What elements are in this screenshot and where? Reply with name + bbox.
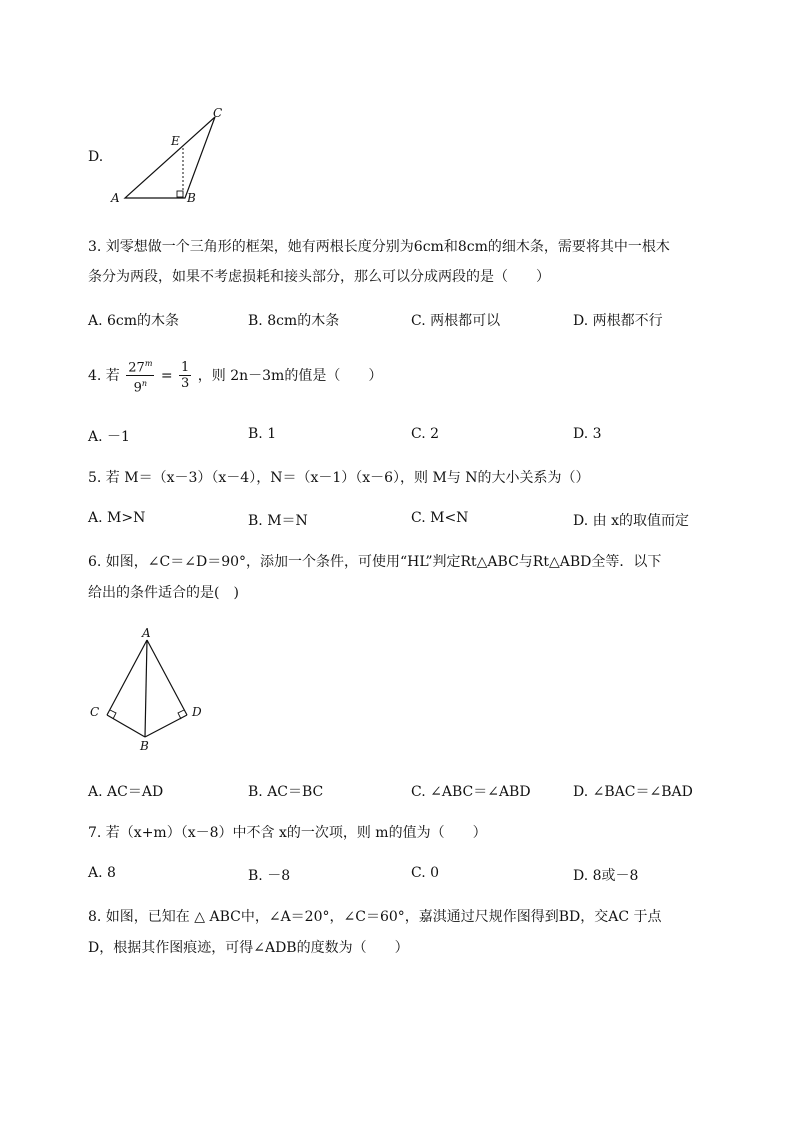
q8-text-line2: D，根据其作图痕迹，可得∠ADB的度数为（ ） — [88, 940, 409, 956]
q3-option-c: C. 两根都可以 — [411, 313, 501, 329]
q6-option-a: A. AC＝AD — [88, 784, 164, 800]
q3-text-line2: 条分为两段，如果不考虑损耗和接头部分，那么可以分成两段的是（ ） — [88, 269, 550, 285]
q7-text: 7. 若（x+m）（x－8）中不含 x的一次项，则 m的值为（ ） — [88, 825, 487, 841]
point-d-label: D — [192, 705, 202, 719]
point-e-label: E — [171, 134, 180, 148]
q4-option-d: D. 3 — [573, 426, 602, 442]
right-angle-mark — [177, 191, 183, 197]
triangle-outline — [125, 117, 215, 198]
q3-option-d: D. 两根都不行 — [573, 313, 663, 329]
q4-equals: = — [160, 367, 173, 384]
q6-text-line2: 给出的条件适合的是( ) — [88, 585, 239, 601]
q7-option-a: A. 8 — [88, 865, 116, 881]
option-d-label: D. — [88, 149, 104, 165]
q4-option-c: C. 2 — [411, 426, 440, 442]
q7-option-c: C. 0 — [411, 865, 440, 881]
q8-text-line1: 8. 如图，已知在 △ ABC中，∠A＝20°，∠C＝60°，嘉淇通过尺规作图得到BD，交AC 于点 — [88, 909, 662, 925]
q4-option-b: B. 1 — [248, 426, 277, 442]
point-b-label: B — [140, 739, 149, 753]
q6-option-c: C. ∠ABC＝∠ABD — [411, 784, 531, 800]
q7-option-b: B. －8 — [248, 868, 291, 884]
q4-stem — [88, 356, 382, 396]
q5-option-c: C. M<N — [411, 510, 469, 526]
kite-figure — [85, 622, 225, 757]
q4-lhs-fraction: $\frac{27^m}{9^n}$ — [126, 356, 154, 396]
point-b-label: B — [187, 191, 196, 205]
q6-option-b: B. AC＝BC — [248, 784, 324, 800]
q6-text-line1: 6. 如图，∠C＝∠D＝90°，添加一个条件，可使用“HL”判定Rt△ABC与Rt△ABD全等．以下 — [88, 554, 662, 570]
q5-option-d: D. 由 x的取值而定 — [573, 513, 689, 529]
q3-option-a: A. 6cm的木条 — [88, 313, 180, 329]
q5-text: 5. 若 M＝（x－3）（x－4），N＝（x－1）（x－6），则 M与 N的大小关系为（） — [88, 470, 590, 486]
point-a-label: A — [142, 626, 151, 640]
q4-option-a: A. －1 — [88, 429, 130, 445]
q3-option-b: B. 8cm的木条 — [248, 313, 340, 329]
point-a-label: A — [111, 191, 120, 205]
q3-text-line1: 3. 刘零想做一个三角形的框架，她有两根长度分别为6cm和8cm的细木条，需要将其中一根木 — [88, 239, 670, 255]
q7-option-d: D. 8或－8 — [573, 868, 639, 884]
point-c-label: C — [90, 705, 100, 719]
triangle-abc-figure — [105, 105, 265, 215]
q4-prefix: 4. 若 — [88, 367, 120, 384]
point-c-label: C — [213, 106, 223, 120]
q5-option-b: B. M＝N — [248, 513, 308, 529]
q5-option-a: A. M>N — [88, 510, 146, 526]
q6-option-d: D. ∠BAC＝∠BAD — [573, 784, 693, 800]
q4-rhs-fraction: $\frac{1}{3}$ — [181, 360, 190, 392]
q4-suffix: ，则 2n－3m的值是（ ） — [197, 367, 383, 384]
